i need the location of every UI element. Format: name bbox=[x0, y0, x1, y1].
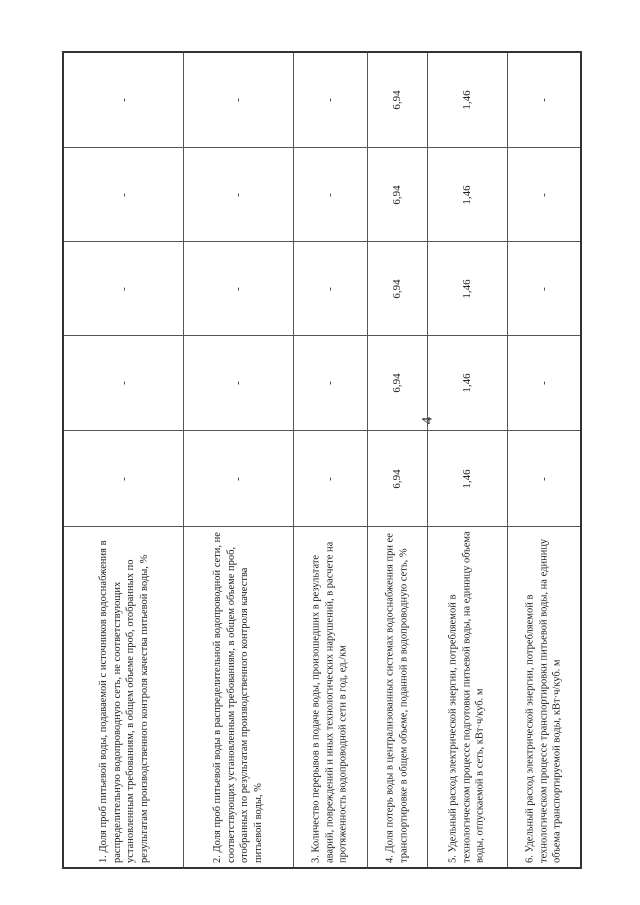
value-cell bbox=[183, 241, 293, 335]
value-text: 6,94 bbox=[391, 373, 403, 393]
value-cell bbox=[183, 147, 293, 241]
value-cell bbox=[427, 147, 507, 241]
table-row bbox=[64, 53, 184, 867]
value-text: 6,94 bbox=[391, 184, 403, 205]
indicator-description: 5. Удельный расход электрической энергии, потребляемой в технологическом процессе подготовки питьевой воды, на единицу объема воды, отпускаемой в сеть, кВт·ч/куб. м bbox=[447, 531, 486, 863]
value-cell bbox=[507, 335, 580, 430]
indicator-description-cell bbox=[507, 526, 580, 867]
indicator-description: 1. Доля проб питьевой воды, подаваемой с источников водоснабжения в распределительную водопроводную сеть, не соответствующих установленным требованиям, в общем объеме проб, отобранных по результатам производственного контроля качества питьевой воды, % bbox=[97, 540, 150, 863]
value-cell bbox=[64, 53, 183, 147]
value-text: - bbox=[232, 98, 244, 102]
value-cell bbox=[367, 53, 427, 147]
indicator-description-cell bbox=[64, 526, 183, 867]
table-row bbox=[427, 53, 508, 867]
value-cell bbox=[64, 241, 183, 335]
page-number: 4 bbox=[419, 416, 436, 425]
value-cell bbox=[293, 335, 367, 430]
value-cell bbox=[427, 335, 507, 430]
value-cell bbox=[507, 53, 580, 147]
value-cell bbox=[293, 241, 367, 335]
value-text: - bbox=[117, 286, 130, 291]
value-text: 1,46 bbox=[461, 373, 473, 393]
value-cell bbox=[293, 147, 367, 241]
indicator-description: 4. Доля потерь воды в централизованных системах водоснабжения при ее транспортировке в общем объеме, поданной в водопроводную сеть, % bbox=[384, 533, 409, 863]
value-cell bbox=[507, 241, 580, 335]
indicator-description: 3. Количество перерывов в подаче воды, произошедших в результате аварий, повреждений и иных технологических нарушений, в расчете на протяженность водопроводной сети в год, ед./км bbox=[310, 541, 349, 863]
value-text: - bbox=[324, 192, 336, 197]
indicator-description-cell bbox=[427, 526, 507, 867]
value-cell bbox=[64, 430, 183, 526]
indicator-description-cell bbox=[183, 526, 293, 867]
value-text: - bbox=[232, 476, 244, 481]
value-text: - bbox=[537, 476, 550, 481]
indicator-description: 2. Доля проб питьевой воды в распределительной водопроводной сети, не соответствующих установленным требованиям, в общем объеме проб, отобранных по результатам производственного контроля качества питьевой воды, % bbox=[211, 532, 264, 863]
value-cell bbox=[367, 147, 427, 241]
value-cell bbox=[293, 53, 367, 147]
value-text: - bbox=[324, 476, 336, 481]
value-text: - bbox=[232, 286, 244, 291]
value-text: - bbox=[324, 381, 336, 385]
value-text: 1,46 bbox=[461, 90, 473, 110]
indicator-description: 6. Удельный расход электрической энергии, потребляемой в технологическом процессе транспортировки питьевой воды, на единицу объема транспортируемой воды, кВт·ч/куб. м bbox=[524, 538, 563, 863]
value-cell bbox=[183, 53, 293, 147]
value-text: 6,94 bbox=[391, 90, 403, 110]
value-text: - bbox=[232, 381, 244, 385]
value-cell bbox=[293, 430, 367, 526]
value-text: - bbox=[117, 192, 130, 197]
value-text: - bbox=[117, 381, 130, 385]
table-row bbox=[367, 53, 428, 867]
value-text: - bbox=[537, 192, 550, 197]
value-text: - bbox=[232, 192, 244, 197]
value-cell bbox=[367, 241, 427, 335]
table-row bbox=[183, 53, 294, 867]
value-cell bbox=[427, 241, 507, 335]
value-cell bbox=[183, 430, 293, 526]
value-text: - bbox=[537, 286, 550, 291]
value-text: 6,94 bbox=[391, 278, 403, 299]
value-text: 1,46 bbox=[461, 184, 473, 205]
indicators-table bbox=[62, 51, 582, 869]
value-text: - bbox=[117, 476, 130, 481]
indicator-description-cell bbox=[293, 526, 367, 867]
value-cell bbox=[64, 335, 183, 430]
value-cell bbox=[507, 147, 580, 241]
value-text: 6,94 bbox=[391, 468, 403, 489]
value-text: - bbox=[117, 98, 130, 102]
value-cell bbox=[367, 335, 427, 430]
value-cell bbox=[367, 430, 427, 526]
value-cell bbox=[427, 430, 507, 526]
value-cell bbox=[183, 335, 293, 430]
value-text: 1,46 bbox=[461, 278, 473, 299]
value-text: - bbox=[537, 381, 550, 385]
indicator-description-cell bbox=[367, 526, 427, 867]
table-row bbox=[293, 53, 368, 867]
value-text: 1,46 bbox=[461, 468, 473, 489]
value-text: - bbox=[537, 98, 550, 102]
value-cell bbox=[507, 430, 580, 526]
value-text: - bbox=[324, 98, 336, 102]
value-text: - bbox=[324, 286, 336, 291]
value-cell bbox=[427, 53, 507, 147]
table-row bbox=[507, 53, 580, 867]
value-cell bbox=[64, 147, 183, 241]
